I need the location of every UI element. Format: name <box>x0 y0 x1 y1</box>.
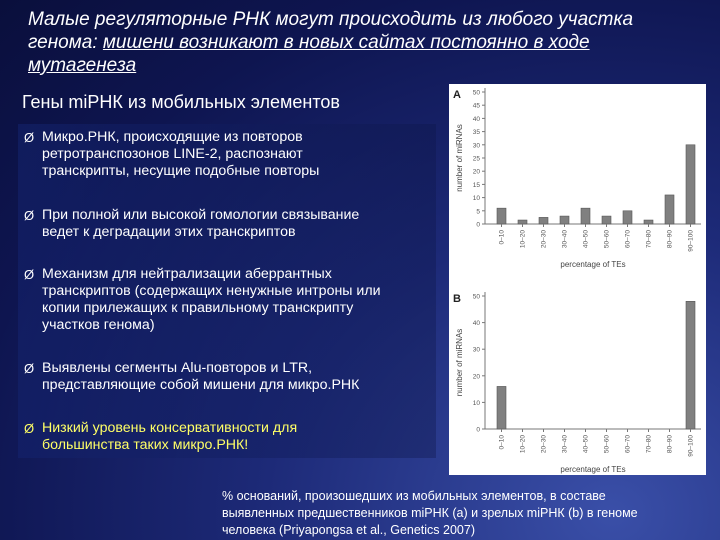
y-tick-label: 20 <box>472 168 480 176</box>
bar <box>497 386 506 429</box>
bullet-item <box>24 266 447 334</box>
bar <box>518 220 527 224</box>
bullet-line: представляющие собой мишени для микро.РНК <box>42 377 360 393</box>
bullet-list <box>18 124 436 458</box>
bar <box>686 145 695 224</box>
bullet-line: большинства таких микро.РНК! <box>42 437 249 453</box>
x-tick-label: 70–80 <box>645 435 653 454</box>
bullet-arrow-icon: Ø <box>24 267 35 282</box>
bullet-arrow-icon: Ø <box>24 130 35 145</box>
y-tick-label: 50 <box>472 293 480 301</box>
slide-title <box>28 8 678 77</box>
x-tick-label: 20–30 <box>540 230 548 249</box>
y-tick-label: 0 <box>476 221 480 229</box>
x-tick-label: 50–60 <box>603 230 611 249</box>
bullet-line: Микро.РНК, происходящие из повторов <box>42 129 303 145</box>
bullet-line: ретротранспозонов LINE-2, распознают <box>42 146 303 162</box>
caption-line: человека (Priyapongsa et al., Genetics 2007) <box>222 523 475 537</box>
x-tick-label: 70–80 <box>645 230 653 249</box>
panel-label: B <box>453 293 461 305</box>
x-tick-label: 0–10 <box>498 435 506 450</box>
bullet-arrow-icon: Ø <box>24 208 35 223</box>
x-tick-label: 40–50 <box>582 230 590 249</box>
x-tick-label: 90–100 <box>687 435 695 457</box>
x-tick-label: 0–10 <box>498 230 506 245</box>
y-tick-label: 0 <box>476 426 480 434</box>
y-tick-label: 25 <box>472 155 480 163</box>
bullet-line: Выявлены сегменты Alu-повторов и LTR, <box>42 360 313 376</box>
bar-charts-figure <box>449 84 706 475</box>
figure-caption <box>222 488 712 539</box>
bar <box>686 301 695 429</box>
y-tick-label: 10 <box>472 195 480 203</box>
x-tick-label: 80–90 <box>666 230 674 249</box>
y-axis-label: number of miRNAs <box>455 124 464 192</box>
caption-line: % оснований, произошедших из мобильных элементов, в составе <box>222 489 606 503</box>
bullet-arrow-icon: Ø <box>24 421 35 436</box>
x-axis-label: percentage of TEs <box>560 260 626 269</box>
y-axis-label: number of miRNAs <box>455 328 464 397</box>
x-tick-label: 30–40 <box>561 435 569 454</box>
x-tick-label: 30–40 <box>561 230 569 249</box>
bullet-line: копии прилежащих к правильному транскрипту <box>42 300 354 316</box>
section-subtitle: Гены miРНК из мобильных элементов <box>22 92 340 112</box>
x-tick-label: 40–50 <box>582 435 590 454</box>
bullet-line: транскрипты, несущие подобные повторы <box>42 163 320 179</box>
x-tick-label: 10–20 <box>519 435 527 454</box>
title-line-2-underlined: мишени возникают в новых сайтах постоянно в ходе <box>102 32 590 53</box>
y-tick-label: 15 <box>472 181 480 189</box>
y-tick-label: 35 <box>472 129 480 137</box>
x-axis-label: percentage of TEs <box>560 465 626 474</box>
y-tick-label: 30 <box>472 346 480 354</box>
x-tick-label: 60–70 <box>624 435 632 454</box>
title-line-2 <box>28 31 678 54</box>
y-tick-label: 50 <box>472 89 480 97</box>
bullet-item <box>24 129 447 180</box>
y-tick-label: 40 <box>472 115 480 123</box>
title-line-3: мутагенеза <box>28 55 137 76</box>
title-line-1: Малые регуляторные РНК могут происходить из любого участка <box>28 9 634 30</box>
y-tick-label: 45 <box>472 102 480 110</box>
y-tick-label: 20 <box>472 373 480 381</box>
bar <box>581 208 590 224</box>
y-tick-label: 30 <box>472 142 480 150</box>
bullet-item <box>24 360 447 394</box>
bullet-line: Низкий уровень консервативности для <box>42 420 298 436</box>
y-tick-label: 40 <box>472 320 480 328</box>
bullet-line: При полной или высокой гомологии связывание <box>42 207 360 223</box>
bar <box>623 211 632 224</box>
bullet-line: Механизм для нейтрализации аберрантных <box>42 266 332 282</box>
panel-label: A <box>453 89 461 101</box>
x-tick-label: 50–60 <box>603 435 611 454</box>
x-tick-label: 10–20 <box>519 230 527 249</box>
bar <box>602 216 611 224</box>
title-line-2-plain: генома: <box>28 32 103 53</box>
figure-panel <box>449 84 706 475</box>
bar <box>560 216 569 224</box>
bullet-arrow-icon: Ø <box>24 361 35 376</box>
bar <box>644 220 653 224</box>
x-tick-label: 60–70 <box>624 230 632 249</box>
y-tick-label: 5 <box>476 208 480 216</box>
bullet-line: ведет к деградации этих транскриптов <box>42 224 296 240</box>
caption-line: выявленных предшественников miРНК (a) и зрелых miРНК (b) в геноме <box>222 506 638 520</box>
bar <box>539 217 548 224</box>
bullet-line: участков генома) <box>42 317 155 333</box>
x-tick-label: 90–100 <box>687 230 695 252</box>
bullet-item <box>24 207 447 241</box>
x-tick-label: 80–90 <box>666 435 674 454</box>
bar <box>497 208 506 224</box>
bar <box>665 195 674 224</box>
x-tick-label: 20–30 <box>540 435 548 454</box>
bullet-line: транскриптов (содержащих ненужные интроны или <box>42 283 381 299</box>
bullet-item-highlight <box>24 420 447 454</box>
y-tick-label: 10 <box>472 399 480 407</box>
